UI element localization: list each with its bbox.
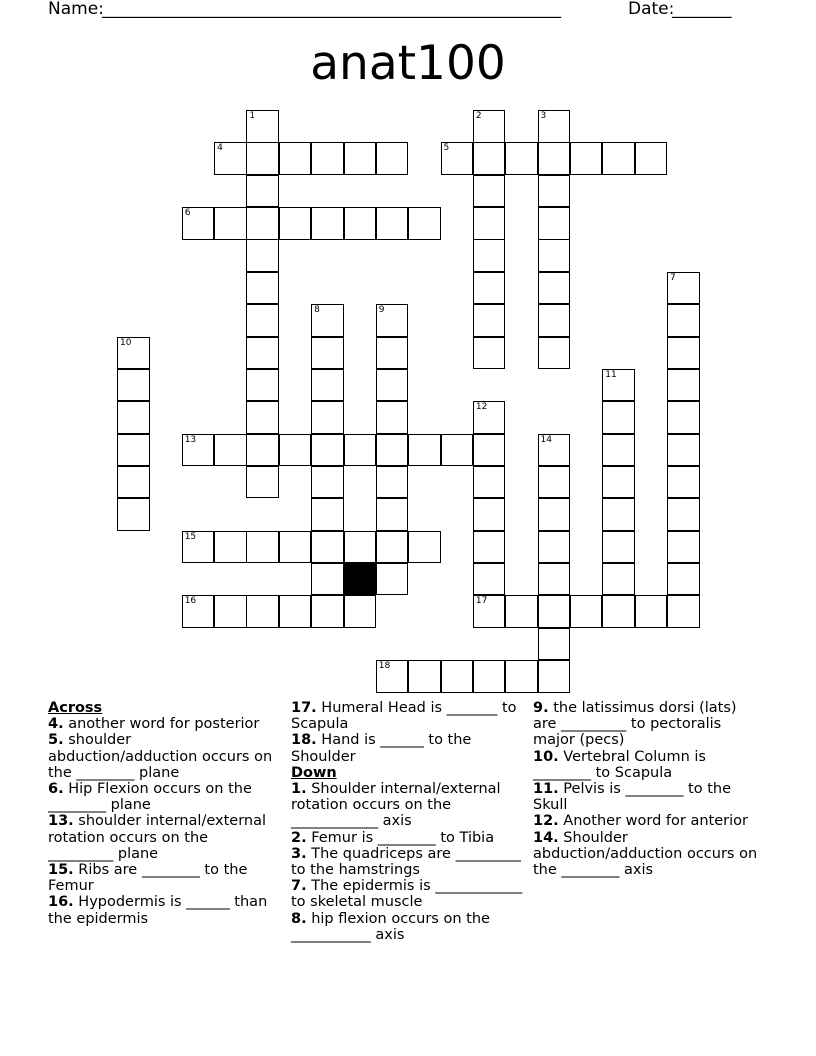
grid-cell[interactable] bbox=[182, 434, 215, 467]
grid-cell[interactable] bbox=[505, 595, 538, 628]
grid-cell[interactable] bbox=[538, 239, 571, 272]
clue-number: 6 bbox=[184, 208, 191, 219]
grid-cell[interactable] bbox=[473, 531, 506, 564]
clue-4 bbox=[48, 716, 276, 732]
clue-3 bbox=[291, 846, 523, 878]
clue-6 bbox=[48, 781, 276, 813]
grid-cell[interactable] bbox=[602, 434, 635, 467]
clue-text: Hip Flexion occurs on the ________ plane bbox=[48, 781, 252, 814]
grid-cell[interactable] bbox=[473, 207, 506, 240]
grid-cell[interactable] bbox=[602, 531, 635, 564]
clue-number: 18 bbox=[378, 661, 391, 671]
grid-cell[interactable] bbox=[667, 531, 700, 564]
grid-cell[interactable] bbox=[344, 207, 377, 240]
clues-column-1 bbox=[48, 700, 276, 927]
grid-cell[interactable] bbox=[538, 272, 571, 305]
grid-cell[interactable] bbox=[635, 142, 668, 175]
grid-cell[interactable] bbox=[602, 595, 635, 628]
clue-number-label: 8. bbox=[291, 910, 307, 927]
clues-column-2 bbox=[291, 700, 523, 943]
grid-cell[interactable] bbox=[667, 466, 700, 499]
clue-12 bbox=[533, 813, 763, 829]
grid-cell[interactable] bbox=[344, 142, 377, 175]
grid-cell[interactable] bbox=[538, 628, 571, 661]
clue-number: 15 bbox=[184, 531, 197, 542]
grid-cell[interactable] bbox=[408, 531, 441, 564]
grid-cell[interactable] bbox=[117, 498, 150, 531]
grid-cell[interactable] bbox=[473, 595, 506, 628]
clue-2 bbox=[291, 830, 523, 846]
clue-number-label: 7. bbox=[291, 878, 307, 895]
grid-cell[interactable] bbox=[473, 272, 506, 305]
clue-7 bbox=[291, 878, 523, 910]
grid-cell[interactable] bbox=[408, 434, 441, 467]
date-field[interactable]: _______ bbox=[672, 0, 732, 19]
clues-section bbox=[0, 700, 816, 1000]
grid-cell[interactable] bbox=[667, 434, 700, 467]
clue-text: Pelvis is ________ to the Skull bbox=[533, 781, 732, 814]
clue-5 bbox=[48, 732, 276, 781]
grid-cell[interactable] bbox=[635, 595, 668, 628]
clue-text: Hypodermis is ______ than the epidermis bbox=[48, 894, 268, 927]
grid-cell[interactable] bbox=[214, 207, 247, 240]
grid-cell[interactable] bbox=[311, 498, 344, 531]
grid-cell[interactable] bbox=[182, 207, 215, 240]
grid-cell[interactable] bbox=[246, 142, 279, 175]
grid-cell[interactable] bbox=[246, 207, 279, 240]
grid-cell[interactable] bbox=[667, 337, 700, 370]
clue-number: 14 bbox=[540, 434, 552, 445]
clue-text: the latissimus dorsi (lats) are _________ to pectoralis major (pecs) bbox=[533, 700, 737, 749]
grid-cell[interactable] bbox=[602, 142, 635, 175]
grid-cell[interactable] bbox=[214, 142, 247, 175]
clue-17 bbox=[291, 700, 523, 732]
date-label: Date: bbox=[628, 0, 680, 19]
grid-cell[interactable] bbox=[602, 401, 635, 434]
grid-cell[interactable] bbox=[473, 110, 506, 143]
grid-cell[interactable] bbox=[538, 531, 571, 564]
grid-cell[interactable] bbox=[376, 142, 409, 175]
clue-number-label: 12. bbox=[533, 813, 559, 830]
clue-text: Shoulder internal/external rotation occurs on the ____________ axis bbox=[291, 781, 501, 830]
grid-cell[interactable] bbox=[376, 466, 409, 499]
grid-cell[interactable] bbox=[538, 304, 571, 337]
grid-cell[interactable] bbox=[214, 595, 247, 628]
clue-8 bbox=[291, 911, 523, 943]
clue-number-label: 10. bbox=[533, 748, 559, 765]
clue-number-label: 9. bbox=[533, 700, 549, 716]
grid-cell[interactable] bbox=[538, 175, 571, 208]
clue-text: hip flexion occurs on the ___________ axis bbox=[291, 910, 490, 943]
clue-text: Hand is ______ to the Shoulder bbox=[291, 732, 472, 765]
grid-cell[interactable] bbox=[279, 531, 312, 564]
clue-number-label: 11. bbox=[533, 781, 559, 798]
grid-cell[interactable] bbox=[602, 498, 635, 531]
grid-cell[interactable] bbox=[602, 563, 635, 596]
grid-cell[interactable] bbox=[376, 207, 409, 240]
grid-cell[interactable] bbox=[473, 142, 506, 175]
clue-number-label: 6. bbox=[48, 781, 64, 798]
grid-cell[interactable] bbox=[246, 595, 279, 628]
grid-cell[interactable] bbox=[570, 595, 603, 628]
clue-number: 10 bbox=[120, 337, 132, 348]
grid-cell[interactable] bbox=[602, 369, 635, 402]
grid-cell[interactable] bbox=[182, 595, 215, 628]
grid-cell[interactable] bbox=[117, 337, 150, 370]
grid-cell[interactable] bbox=[667, 304, 700, 337]
grid-cell[interactable] bbox=[473, 660, 506, 693]
clue-text: The epidermis is ____________ to skeletal muscle bbox=[291, 878, 523, 911]
name-field[interactable]: ______________________________________________________ bbox=[102, 0, 561, 19]
grid-cell[interactable] bbox=[538, 207, 571, 240]
down-clue-list-continued bbox=[533, 700, 763, 878]
clue-number-label: 1. bbox=[291, 781, 307, 798]
clue-16 bbox=[48, 894, 276, 926]
grid-cell[interactable] bbox=[376, 401, 409, 434]
grid-cell[interactable] bbox=[311, 531, 344, 564]
clue-number-label: 14. bbox=[533, 829, 559, 846]
grid-cell[interactable] bbox=[570, 142, 603, 175]
grid-cell[interactable] bbox=[246, 110, 279, 143]
clues-column-3 bbox=[533, 700, 763, 878]
grid-cell[interactable] bbox=[117, 401, 150, 434]
across-clue-list-continued bbox=[291, 700, 523, 765]
clue-text: Vertebral Column is ________ to Scapula bbox=[533, 748, 706, 781]
clue-number: 12 bbox=[475, 402, 488, 413]
grid-cell[interactable] bbox=[473, 175, 506, 208]
grid-cell[interactable] bbox=[279, 434, 312, 467]
grid-cell[interactable] bbox=[117, 369, 150, 402]
clue-number-label: 18. bbox=[291, 732, 317, 749]
grid-cell[interactable] bbox=[279, 142, 312, 175]
black-cell bbox=[344, 563, 377, 596]
clue-number: 7 bbox=[670, 272, 676, 283]
clue-text: Femur is ________ to Tibia bbox=[306, 829, 495, 846]
grid-cell[interactable] bbox=[311, 369, 344, 402]
grid-cell[interactable] bbox=[538, 595, 571, 628]
clue-number: 3 bbox=[540, 111, 547, 121]
grid-cell[interactable] bbox=[279, 595, 312, 628]
clue-13 bbox=[48, 813, 276, 862]
grid-cell[interactable] bbox=[344, 595, 377, 628]
across-clue-list bbox=[48, 716, 276, 927]
grid-cell[interactable] bbox=[279, 207, 312, 240]
grid-cell[interactable] bbox=[214, 531, 247, 564]
grid-cell[interactable] bbox=[667, 595, 700, 628]
grid-cell[interactable] bbox=[311, 142, 344, 175]
clue-number: 9 bbox=[378, 305, 385, 316]
grid-cell[interactable] bbox=[602, 466, 635, 499]
grid-cell[interactable] bbox=[473, 563, 506, 596]
grid-cell[interactable] bbox=[441, 434, 474, 467]
clue-text: Another word for anterior bbox=[558, 813, 748, 830]
clue-1 bbox=[291, 781, 523, 830]
clue-number: 8 bbox=[314, 305, 320, 316]
clue-number-label: 17. bbox=[291, 700, 317, 716]
clue-10 bbox=[533, 749, 763, 781]
grid-cell[interactable] bbox=[214, 434, 247, 467]
grid-cell[interactable] bbox=[376, 304, 409, 337]
clue-number-label: 15. bbox=[48, 862, 74, 879]
grid-cell[interactable] bbox=[311, 595, 344, 628]
grid-cell[interactable] bbox=[538, 110, 571, 143]
grid-cell[interactable] bbox=[473, 337, 506, 370]
grid-cell[interactable] bbox=[376, 337, 409, 370]
clue-text: The quadriceps are _________ to the hamstrings bbox=[291, 845, 521, 879]
clue-15 bbox=[48, 862, 276, 894]
clue-number: 17 bbox=[475, 596, 488, 607]
grid-cell[interactable] bbox=[344, 434, 377, 467]
grid-cell[interactable] bbox=[246, 337, 279, 370]
grid-cell[interactable] bbox=[246, 466, 279, 499]
grid-cell[interactable] bbox=[538, 660, 571, 693]
clue-number-label: 3. bbox=[291, 845, 307, 862]
grid-cell[interactable] bbox=[505, 660, 538, 693]
grid-cell[interactable] bbox=[538, 498, 571, 531]
clue-text: Humeral Head is _______ to Scapula bbox=[291, 700, 517, 733]
clue-text: another word for posterior bbox=[63, 716, 260, 733]
grid-cell[interactable] bbox=[408, 207, 441, 240]
grid-cell[interactable] bbox=[376, 531, 409, 564]
grid-cell[interactable] bbox=[376, 434, 409, 467]
clue-number: 16 bbox=[184, 596, 197, 607]
grid-cell[interactable] bbox=[473, 434, 506, 467]
clue-number-label: 13. bbox=[48, 813, 74, 830]
grid-cell[interactable] bbox=[246, 239, 279, 272]
grid-cell[interactable] bbox=[505, 142, 538, 175]
grid-cell[interactable] bbox=[538, 563, 571, 596]
page-title: anat100 bbox=[310, 36, 506, 91]
grid-cell[interactable] bbox=[311, 563, 344, 596]
clue-number: 4 bbox=[217, 143, 223, 154]
grid-cell[interactable] bbox=[246, 272, 279, 305]
clue-number: 5 bbox=[443, 143, 450, 154]
grid-cell[interactable] bbox=[246, 434, 279, 467]
grid-cell[interactable] bbox=[376, 369, 409, 402]
clue-text: Ribs are ________ to the Femur bbox=[48, 862, 248, 895]
grid-cell[interactable] bbox=[246, 304, 279, 337]
grid-cell[interactable] bbox=[538, 337, 571, 370]
clue-18 bbox=[291, 732, 523, 764]
down-heading: Down bbox=[291, 764, 337, 781]
grid-cell[interactable] bbox=[538, 142, 571, 175]
clue-number-label: 2. bbox=[291, 829, 307, 846]
grid-cell[interactable] bbox=[473, 498, 506, 531]
grid-cell[interactable] bbox=[473, 466, 506, 499]
grid-cell[interactable] bbox=[408, 660, 441, 693]
grid-cell[interactable] bbox=[667, 498, 700, 531]
grid-cell[interactable] bbox=[376, 660, 409, 693]
clue-number-label: 4. bbox=[48, 716, 64, 733]
grid-cell[interactable] bbox=[473, 401, 506, 434]
grid-cell[interactable] bbox=[246, 531, 279, 564]
grid-cell[interactable] bbox=[311, 466, 344, 499]
grid-cell[interactable] bbox=[538, 434, 571, 467]
grid-cell[interactable] bbox=[311, 434, 344, 467]
grid-cell[interactable] bbox=[246, 369, 279, 402]
grid-cell[interactable] bbox=[667, 272, 700, 305]
grid-cell[interactable] bbox=[376, 563, 409, 596]
clue-number-label: 16. bbox=[48, 894, 74, 911]
grid-cell[interactable] bbox=[473, 239, 506, 272]
grid-cell[interactable] bbox=[311, 304, 344, 337]
clue-number: 13 bbox=[184, 434, 197, 445]
grid-cell[interactable] bbox=[376, 498, 409, 531]
grid-cell[interactable] bbox=[441, 660, 474, 693]
grid-cell[interactable] bbox=[117, 434, 150, 467]
clue-text: shoulder internal/external rotation occurs on the _________ plane bbox=[48, 813, 267, 862]
clue-text: Shoulder abduction/adduction occurs on the ________ axis bbox=[533, 829, 758, 879]
grid-cell[interactable] bbox=[311, 207, 344, 240]
page-header bbox=[48, 0, 768, 20]
grid-cell[interactable] bbox=[473, 304, 506, 337]
clue-number: 2 bbox=[475, 111, 482, 121]
clue-11 bbox=[533, 781, 763, 813]
grid-cell[interactable] bbox=[667, 563, 700, 596]
name-label: Name: bbox=[48, 0, 110, 19]
clue-9 bbox=[533, 700, 763, 749]
grid-cell[interactable] bbox=[311, 337, 344, 370]
grid-cell[interactable] bbox=[246, 175, 279, 208]
grid-cell[interactable] bbox=[117, 466, 150, 499]
grid-cell[interactable] bbox=[311, 401, 344, 434]
down-clue-list bbox=[291, 781, 523, 943]
grid-cell[interactable] bbox=[344, 531, 377, 564]
clue-number: 11 bbox=[605, 369, 617, 380]
grid-cell[interactable] bbox=[667, 369, 700, 402]
across-heading: Across bbox=[48, 700, 103, 716]
grid-cell[interactable] bbox=[667, 401, 700, 434]
grid-cell[interactable] bbox=[441, 142, 474, 175]
clue-14 bbox=[533, 830, 763, 879]
clue-number: 1 bbox=[249, 111, 256, 121]
grid-cell[interactable] bbox=[538, 466, 571, 499]
grid-cell[interactable] bbox=[182, 531, 215, 564]
clue-number-label: 5. bbox=[48, 732, 64, 749]
clue-text: shoulder abduction/adduction occurs on the ________ plane bbox=[48, 732, 273, 781]
grid-cell[interactable] bbox=[246, 401, 279, 434]
